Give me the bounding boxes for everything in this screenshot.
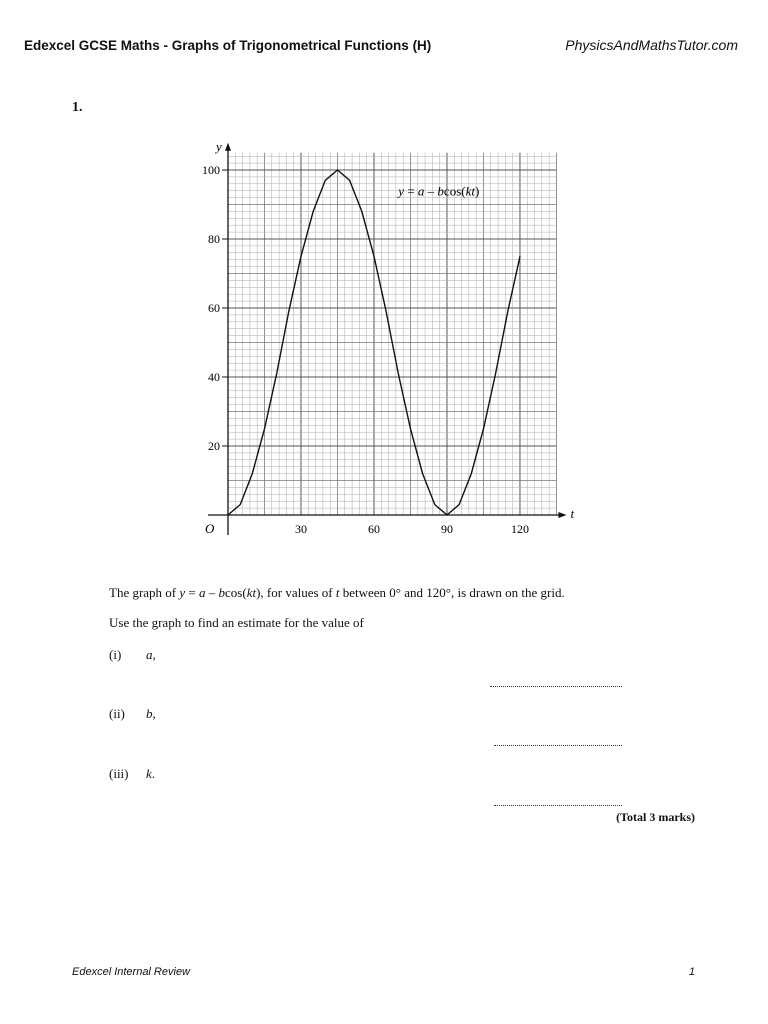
curve-label-part: ) xyxy=(474,183,480,199)
curve-label xyxy=(396,184,479,199)
answer-line-a[interactable] xyxy=(490,686,622,687)
x-axis-label: t xyxy=(570,506,575,521)
y-tick-label: 20 xyxy=(208,439,220,453)
y-axis-arrow xyxy=(225,143,231,151)
question-intro: The graph of y = a – bcos(kt), for values of t between 0° and 120°, is drawn on the grid. xyxy=(109,585,565,600)
x-tick-label: 30 xyxy=(294,522,307,536)
question-number: 1. xyxy=(72,100,83,115)
y-axis-label: y xyxy=(216,138,222,154)
curve-label-part: – xyxy=(424,183,438,199)
part-label-i: (i) xyxy=(109,647,122,662)
curve-label-part: b xyxy=(437,183,444,199)
y-tick-label: 60 xyxy=(208,301,220,315)
curve-label-part: a xyxy=(417,183,425,199)
curve-label-part: cos( xyxy=(443,183,466,199)
x-tick-label: 60 xyxy=(367,522,380,536)
x-tick-label: 120 xyxy=(510,522,529,536)
part-variable-b: b, xyxy=(146,706,156,721)
x-tick-label: 90 xyxy=(440,522,453,536)
curve-label-part: = xyxy=(404,183,418,199)
x-axis-arrow xyxy=(558,512,566,518)
footer-page-number: 1 xyxy=(688,966,695,978)
origin-label: O xyxy=(205,521,215,536)
part-variable-k: k. xyxy=(146,766,156,781)
part-label-ii: (ii) xyxy=(109,706,125,721)
part-label-iii: (iii) xyxy=(109,766,129,781)
answer-line-k[interactable] xyxy=(494,805,622,806)
y-tick-label: 80 xyxy=(208,232,220,246)
curve-label-part: kt xyxy=(465,183,475,199)
total-marks: (Total 3 marks) xyxy=(616,810,695,824)
header-site-name: PhysicsAndMathsTutor.com xyxy=(565,37,738,53)
question-instruction: Use the graph to find an estimate for the value of xyxy=(109,615,364,630)
y-tick-label: 100 xyxy=(202,163,220,177)
header-title: Edexcel GCSE Maths - Graphs of Trigonometrical Functions (H) xyxy=(24,38,432,53)
curve-label-part: y xyxy=(398,183,405,199)
graph-grid xyxy=(228,153,556,515)
part-variable-a: a, xyxy=(146,647,156,662)
footer-source: Edexcel Internal Review xyxy=(72,966,191,978)
answer-line-b[interactable] xyxy=(494,745,622,746)
y-tick-label: 40 xyxy=(208,370,220,384)
